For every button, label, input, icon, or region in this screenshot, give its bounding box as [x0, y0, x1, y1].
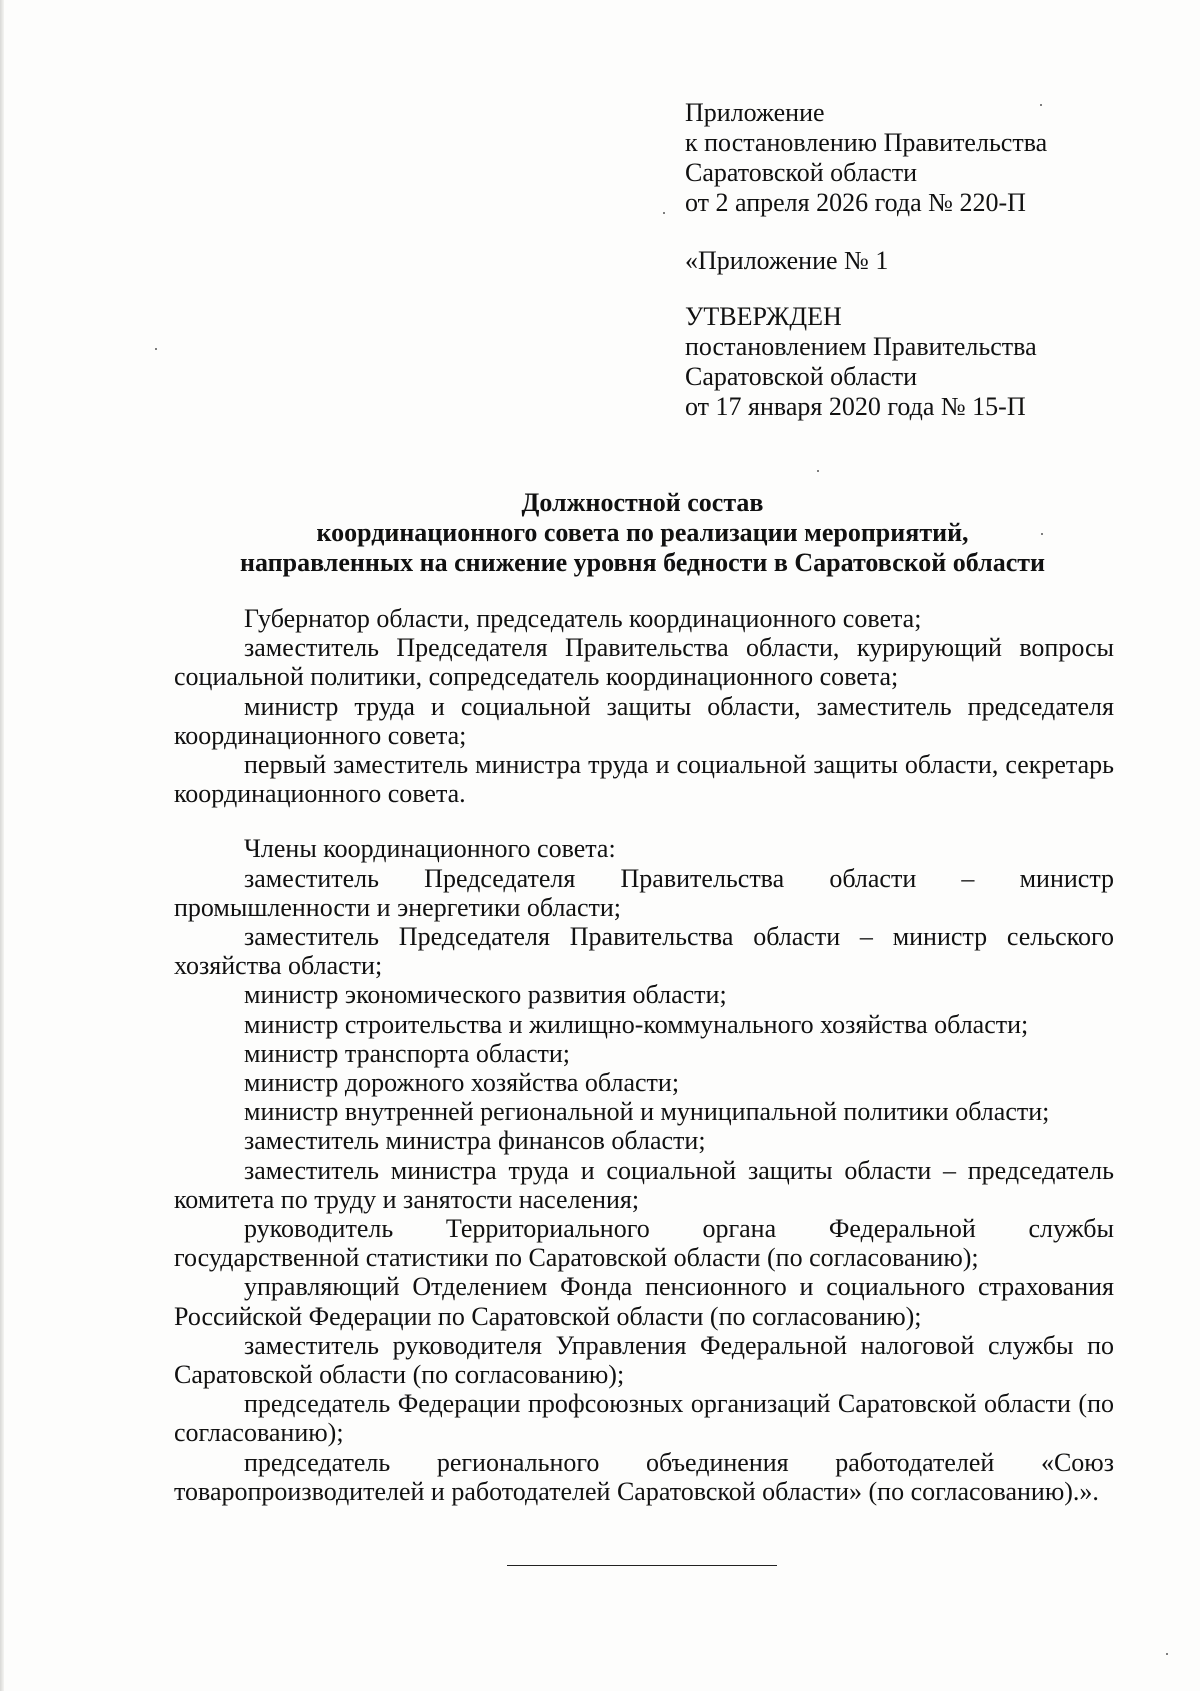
approved-line: УТВЕРЖДЕН: [685, 302, 842, 331]
title-line: направленных на снижение уровня бедности в Саратовской области: [239, 548, 1045, 577]
leadership-item: заместитель Председателя Правительства области, курирующий вопросы социальной политики, сопредседатель координационного совета;: [174, 633, 1114, 692]
member-item: министр строительства и жилищно-коммунального хозяйства области;: [244, 1009, 1029, 1039]
scan-speck: [817, 470, 819, 472]
appendix-line: Саратовской области: [685, 158, 918, 187]
member-item: министр внутренней региональной и муниципальной политики области;: [244, 1097, 1050, 1127]
title-line: координационного совета по реализации мероприятий,: [316, 518, 969, 547]
scan-speck: [1166, 1653, 1168, 1655]
approved-line: от 17 января 2020 года № 15-П: [685, 392, 1026, 421]
leadership-item: министр труда и социальной защиты области, заместитель председателя координационного совета;: [174, 691, 1114, 750]
scan-speck: [155, 348, 157, 350]
member-item: председатель Федерации профсоюзных организаций Саратовской области (по согласованию);: [174, 1389, 1114, 1448]
member-item: заместитель руководителя Управления Федеральной налоговой службы по Саратовской области (по согласованию);: [174, 1330, 1114, 1390]
title-line: Должностной состав: [521, 488, 764, 517]
approved-line: Саратовской области: [685, 362, 918, 391]
member-item: министр дорожного хозяйства области;: [244, 1068, 680, 1098]
member-item: управляющий Отделением Фонда пенсионного и социального страхования Российской Федерации по Саратовской области (по согласованию);: [174, 1272, 1114, 1331]
approved-line: постановлением Правительства: [685, 332, 1037, 361]
document-body: [174, 604, 1114, 1506]
appendix-header: [685, 98, 1125, 422]
member-item: министр экономического развития области;: [244, 980, 727, 1010]
member-item: заместитель Председателя Правительства области – министр промышленности и энергетики области;: [174, 863, 1114, 922]
member-item: заместитель министра труда и социальной защиты области – председатель комитета по труду и занятости населения;: [174, 1155, 1114, 1214]
scan-speck: [1040, 104, 1042, 106]
document-title: [150, 488, 1135, 578]
member-item: министр транспорта области;: [244, 1038, 571, 1068]
member-item: заместитель министра финансов области;: [244, 1126, 706, 1156]
appendix-line: от 2 апреля 2026 года № 220-П: [685, 188, 1026, 217]
member-item: заместитель Председателя Правительства области – министр сельского хозяйства области;: [174, 922, 1114, 981]
scan-edge: [0, 0, 4, 1691]
member-item: руководитель Территориального органа Федеральной службы государственной статистики по Саратовской области (по согласованию);: [174, 1214, 1114, 1273]
appendix-line: Приложение: [685, 98, 825, 127]
member-item: председатель регионального объединения работодателей «Союз товаропроизводителей и работодателей Саратовской области» (по согласованию).».: [174, 1447, 1114, 1506]
appendix-line: к постановлению Правительства: [685, 128, 1048, 157]
end-rule: [507, 1565, 777, 1566]
appendix-number: «Приложение № 1: [685, 246, 889, 275]
leadership-item: Губернатор области, председатель координационного совета;: [244, 604, 922, 633]
scan-speck: [663, 212, 665, 214]
leadership-item: первый заместитель министра труда и социальной защиты области, секретарь координационного совета.: [174, 750, 1114, 809]
scan-speck: [1041, 533, 1043, 535]
members-heading: Члены координационного совета:: [244, 834, 616, 864]
